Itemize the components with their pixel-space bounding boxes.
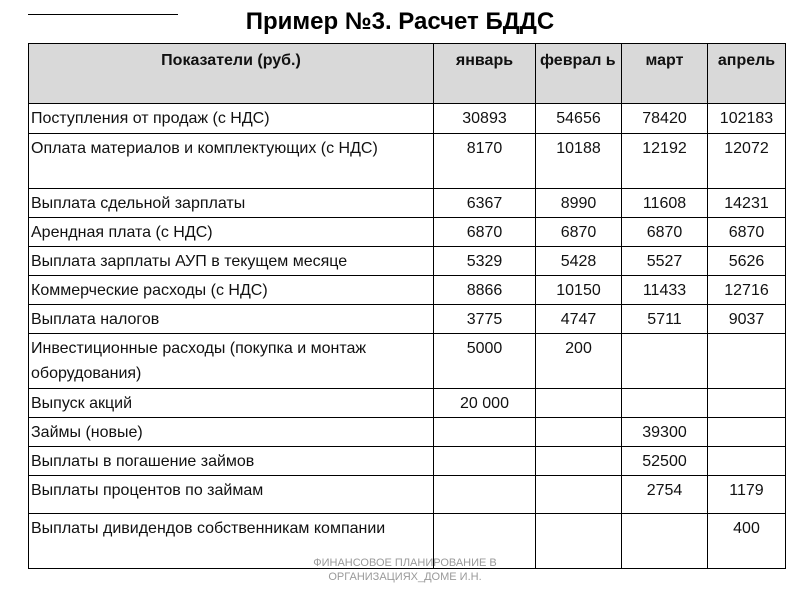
table-row — [29, 305, 786, 334]
table-row — [29, 104, 786, 134]
cell-april — [708, 389, 786, 418]
cell-march: 6870 — [622, 218, 708, 247]
cell-april: 1179 — [708, 476, 786, 514]
row-label: Выпуск акций — [29, 389, 434, 418]
cell-march: 5527 — [622, 247, 708, 276]
table-row — [29, 476, 786, 514]
table-row — [29, 247, 786, 276]
cell-march: 11608 — [622, 189, 708, 218]
cell-february — [536, 476, 622, 514]
row-label: Выплата налогов — [29, 305, 434, 334]
cell-february: 5428 — [536, 247, 622, 276]
cell-march: 52500 — [622, 447, 708, 476]
table-row — [29, 134, 786, 189]
cell-march: 39300 — [622, 418, 708, 447]
page-title: Пример №3. Расчет БДДС — [245, 8, 555, 35]
cell-april: 12716 — [708, 276, 786, 305]
row-label: Поступления от продаж (с НДС) — [29, 104, 434, 134]
table-row — [29, 334, 786, 389]
cell-march: 11433 — [622, 276, 708, 305]
cell-february: 6870 — [536, 218, 622, 247]
table-row — [29, 276, 786, 305]
cell-january: 30893 — [434, 104, 536, 134]
row-label: Инвестиционные расходы (покупка и монтаж оборудования) — [29, 334, 434, 389]
cell-april: 400 — [708, 514, 786, 569]
table-header-row — [29, 44, 786, 104]
cell-january: 5329 — [434, 247, 536, 276]
cell-february: 10188 — [536, 134, 622, 189]
row-label: Выплаты дивидендов собственникам компании — [29, 514, 434, 569]
cell-february — [536, 447, 622, 476]
bdds-table — [28, 43, 786, 569]
cell-january: 5000 — [434, 334, 536, 389]
row-label: Займы (новые) — [29, 418, 434, 447]
cell-february: 8990 — [536, 189, 622, 218]
row-label: Выплаты в погашение займов — [29, 447, 434, 476]
table-row — [29, 189, 786, 218]
header-april: апрель — [708, 44, 786, 104]
row-label: Выплаты процентов по займам — [29, 476, 434, 514]
cell-february: 4747 — [536, 305, 622, 334]
cell-january: 6870 — [434, 218, 536, 247]
table-row — [29, 389, 786, 418]
cell-february: 54656 — [536, 104, 622, 134]
cell-april: 6870 — [708, 218, 786, 247]
row-label: Арендная плата (с НДС) — [29, 218, 434, 247]
cell-february — [536, 418, 622, 447]
cell-march: 2754 — [622, 476, 708, 514]
table-row — [29, 218, 786, 247]
cell-april — [708, 418, 786, 447]
table-row — [29, 447, 786, 476]
row-label: Оплата материалов и комплектующих (с НДС) — [29, 134, 434, 189]
cell-february — [536, 514, 622, 569]
cell-january: 8170 — [434, 134, 536, 189]
cell-april: 12072 — [708, 134, 786, 189]
cell-april: 102183 — [708, 104, 786, 134]
cell-february: 200 — [536, 334, 622, 389]
header-january: январь — [434, 44, 536, 104]
cell-march — [622, 334, 708, 389]
cell-january — [434, 476, 536, 514]
cell-april: 5626 — [708, 247, 786, 276]
cell-april — [708, 447, 786, 476]
table-row — [29, 418, 786, 447]
footer-caption: ФИНАНСОВОЕ ПЛАНИРОВАНИЕ В ОРГАНИЗАЦИЯХ_ДОМЕ И.Н. — [313, 557, 497, 583]
cell-january — [434, 447, 536, 476]
cell-april — [708, 334, 786, 389]
cell-january: 8866 — [434, 276, 536, 305]
cell-march: 5711 — [622, 305, 708, 334]
row-label: Коммерческие расходы (с НДС) — [29, 276, 434, 305]
cell-january: 6367 — [434, 189, 536, 218]
cell-april: 14231 — [708, 189, 786, 218]
cell-march — [622, 514, 708, 569]
cell-march: 78420 — [622, 104, 708, 134]
cell-march — [622, 389, 708, 418]
cell-april: 9037 — [708, 305, 786, 334]
header-february: феврал ь — [536, 44, 622, 104]
cell-february — [536, 389, 622, 418]
row-label: Выплата сдельной зарплаты — [29, 189, 434, 218]
cell-january: 20 000 — [434, 389, 536, 418]
row-label: Выплата зарплаты АУП в текущем месяце — [29, 247, 434, 276]
header-indicator: Показатели (руб.) — [29, 44, 434, 104]
header-march: март — [622, 44, 708, 104]
cell-march: 12192 — [622, 134, 708, 189]
cell-january: 3775 — [434, 305, 536, 334]
cell-february: 10150 — [536, 276, 622, 305]
cell-january — [434, 418, 536, 447]
